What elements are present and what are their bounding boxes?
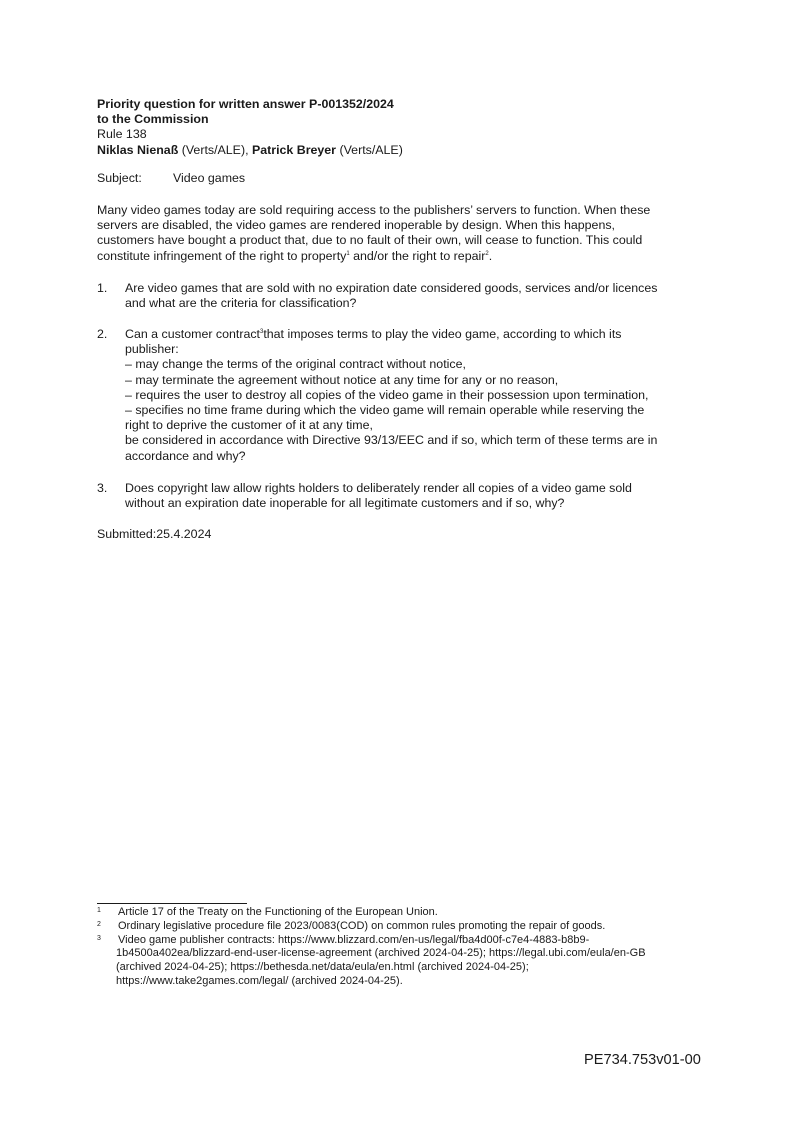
subject-label: Subject: — [97, 171, 142, 185]
authors: Niklas Nienaß (Verts/ALE), Patrick Breyer (Verts/ALE) — [97, 142, 403, 157]
footnote-number: 1 — [97, 907, 101, 914]
author-group: (Verts/ALE) — [181, 142, 246, 157]
intro-paragraph: Many video games today are sold requiring access to the publishers’ servers to function. When these servers are disabled, the video games are rendered inoperable by design. When this happens, customers have bought a product that, due to no fault of their own, will cease to function. This could constitute infringement of the right to property$^1$ and/or the right to repair$^2$. — [97, 203, 651, 263]
rule-reference: Rule 138 — [97, 127, 147, 142]
question-3 — [97, 481, 709, 511]
footnote-ref[interactable]: 2 — [485, 250, 489, 257]
addressee: to the Commission — [97, 112, 209, 127]
document-title: Priority question for written answer P-001352/2024 — [97, 97, 394, 111]
submitted-label: Submitted: — [97, 527, 157, 541]
question-1 — [97, 281, 709, 311]
footnotes — [97, 906, 709, 989]
author-name: Niklas Nienaß — [97, 142, 179, 157]
footnote-3: 3 Video game publisher contracts: https://www.blizzard.com/en-us/legal/fba4d00f-c7e4-4883-b8b9- 1b4500a402ea/blizzard-end-user-license-agreement (archived 2024-04-25); https://legal.ubi.com/eula/en-GB (archived 2024-04-25); https://bethesda.net/data/eula/en.html (archived 2024-04-25); https://www.take2games.com/legal/ (archived 2024-04-25). — [97, 933, 646, 987]
condition-item: – requires the user to destroy all copies of the video game in their possession upon termination, — [125, 387, 649, 402]
question-number: 1. — [97, 281, 108, 295]
footnote-separator — [97, 903, 247, 904]
footnote-ref[interactable]: 3 — [259, 329, 264, 335]
condition-item: – may change the terms of the original contract without notice, — [125, 357, 466, 372]
question-2 — [97, 327, 709, 464]
condition-item: – may terminate the agreement without notice at any time for any or no reason, — [125, 372, 559, 387]
author-name: Patrick Breyer — [251, 142, 337, 157]
question-text: Can a customer contract$^3$that imposes terms to play the video game, according to which its publisher: – may change the terms of the original contract without notice, – may terminate the agreement without notice at any time for any or no reason, – requires the user to destroy all copies of the video game in their possession upon termination, – specifies no time frame during which the video game will remain operable while reserving the right to deprive the customer of it at any time, be considered in accordance with Directive 93/13/EEC and if so, which term of these terms are in accordance and why? — [125, 327, 709, 464]
footnote-1: 1 Article 17 of the Treaty on the Functioning of the European Union. — [97, 906, 438, 918]
condition-item: – specifies no time frame during which the video game will remain operable while reserving the — [125, 403, 645, 418]
footnote-2: 2 Ordinary legislative procedure file 2023/0083(COD) on common rules promoting the repair of goods. — [97, 919, 606, 932]
document-reference: PE734.753v01-00 — [584, 1052, 701, 1068]
submitted-date — [97, 527, 211, 541]
submitted-value: 25.4.2024 — [156, 527, 212, 541]
question-number: 3. — [97, 481, 108, 495]
subject-line — [97, 171, 245, 186]
author-group: (Verts/ALE) — [339, 142, 403, 157]
question-text: Does copyright law allow rights holders to deliberately render all copies of a video game sold without an expiration date inoperable for all legitimate customers and if so, why? — [125, 481, 632, 511]
document-header — [97, 97, 403, 158]
question-text: Are video games that are sold with no expiration date considered goods, services and/or licences and what are the criteria for classification? — [125, 281, 658, 311]
footnote-number: 3 — [97, 934, 101, 942]
footnote-number: 2 — [97, 920, 101, 928]
subject-value: Video games — [173, 171, 246, 185]
footnote-ref[interactable]: 1 — [346, 250, 350, 257]
question-number: 2. — [97, 327, 108, 341]
